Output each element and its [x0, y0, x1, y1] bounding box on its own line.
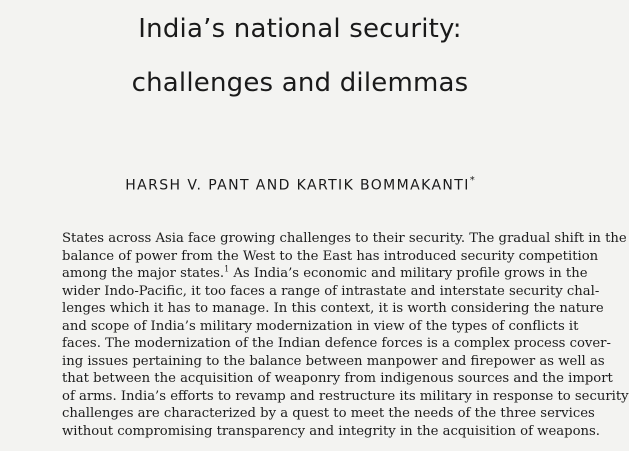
body-line-with-footnote — [62, 264, 588, 283]
body-line: that between the acquisition of weaponry from indigenous sources and the import — [62, 371, 613, 386]
author-footnote-mark: * — [469, 175, 475, 186]
body-line-part: As India’s economic and military profile grows in the — [229, 266, 588, 281]
body-line: of arms. India’s efforts to revamp and restructure its military in response to security — [62, 388, 629, 404]
body-line: without compromising transparency and integrity in the acquisition of weapons. — [62, 423, 600, 439]
article-title-line-1: India’s national security: — [138, 14, 462, 44]
body-line: balance of power from the West to the East has introduced security competition — [62, 248, 599, 264]
body-line: wider Indo-Pacific, it too faces a range of intrastate and interstate security chal- — [62, 283, 600, 299]
article-authors — [0, 176, 600, 194]
body-line: ing issues pertaining to the balance between manpower and firepower as well as — [62, 353, 605, 369]
body-line: faces. The modernization of the Indian defence forces is a complex process cover- — [62, 336, 611, 351]
body-line: lenges which it has to manage. In this context, it is worth considering the nature — [62, 301, 604, 316]
footnote-ref-1[interactable]: 1 — [224, 264, 230, 274]
body-line-part: among the major states. — [62, 266, 225, 281]
authors-text: HARSH V. PANT AND KARTIK BOMMAKANTI — [125, 177, 470, 194]
body-line: States across Asia face growing challenges to their security. The gradual shift in the — [62, 231, 627, 246]
body-line: challenges are characterized by a quest to meet the needs of the three services — [62, 406, 595, 421]
article-body — [62, 230, 629, 440]
body-line: and scope of India’s military modernization in view of the types of conflicts it — [62, 318, 579, 334]
article-title-line-2: challenges and dilemmas — [131, 68, 469, 98]
